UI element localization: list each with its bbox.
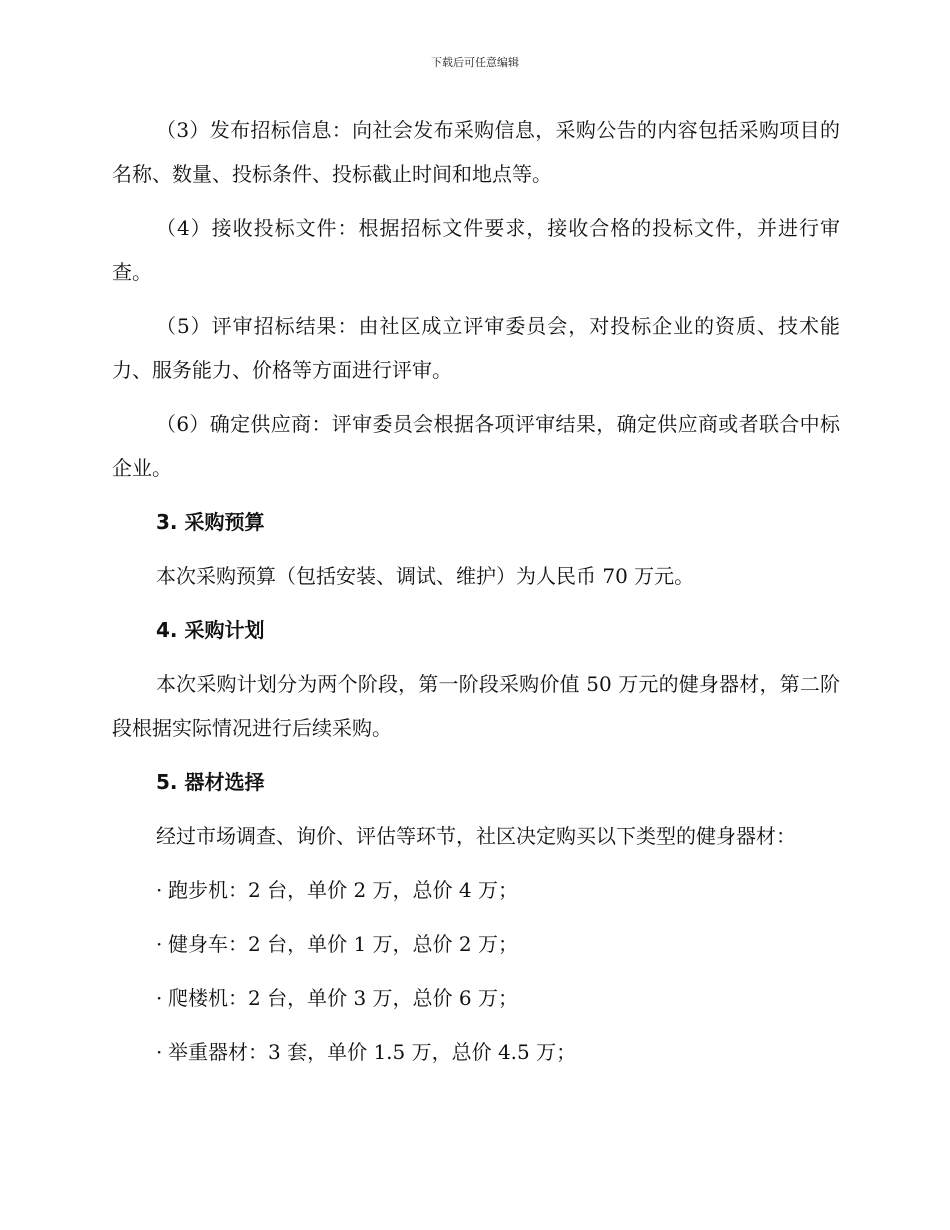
bullet-icon: · (156, 1040, 163, 1064)
paragraph-plan: 本次采购计划分为两个阶段，第一阶段采购价值 50 万元的健身器材，第二阶段根据实际情况进行后续采购。 (112, 672, 840, 740)
list-item-text: 健身车：2 台，单价 1 万，总价 2 万； (168, 932, 518, 956)
bullet-icon: · (156, 986, 163, 1010)
list-item (156, 868, 840, 912)
bullet-icon: · (156, 932, 163, 956)
section-heading-plan: 4. 采购计划 (156, 618, 265, 642)
paragraph-step-5: （5）评审招标结果：由社区成立评审委员会，对投标企业的资质、技术能力、服务能力、价格等方面进行评审。 (112, 314, 840, 382)
page-header: 下载后可任意编辑 (431, 56, 519, 69)
list-item-text: 举重器材：3 套，单价 1.5 万，总价 4.5 万； (168, 1040, 577, 1064)
paragraph-step-3: （3）发布招标信息：向社会发布采购信息，采购公告的内容包括采购项目的名称、数量、投标条件、投标截止时间和地点等。 (112, 118, 840, 186)
section-heading-budget: 3. 采购预算 (156, 510, 265, 534)
paragraph-step-6: （6）确定供应商：评审委员会根据各项评审结果，确定供应商或者联合中标企业。 (112, 412, 840, 480)
list-item (156, 1030, 840, 1074)
list-item (156, 976, 840, 1020)
paragraph-budget: 本次采购预算（包括安装、调试、维护）为人民币 70 万元。 (156, 564, 695, 588)
list-item-text: 爬楼机：2 台，单价 3 万，总价 6 万； (168, 986, 518, 1010)
paragraph-equipment: 经过市场调查、询价、评估等环节，社区决定购买以下类型的健身器材： (156, 824, 796, 848)
document-body (112, 108, 840, 1084)
paragraph-step-4: （4）接收投标文件：根据招标文件要求，接收合格的投标文件，并进行审查。 (112, 216, 840, 284)
section-heading-equipment: 5. 器材选择 (156, 770, 265, 794)
list-item (156, 922, 840, 966)
bullet-icon: · (156, 878, 163, 902)
list-item-text: 跑步机：2 台，单价 2 万，总价 4 万； (168, 878, 518, 902)
